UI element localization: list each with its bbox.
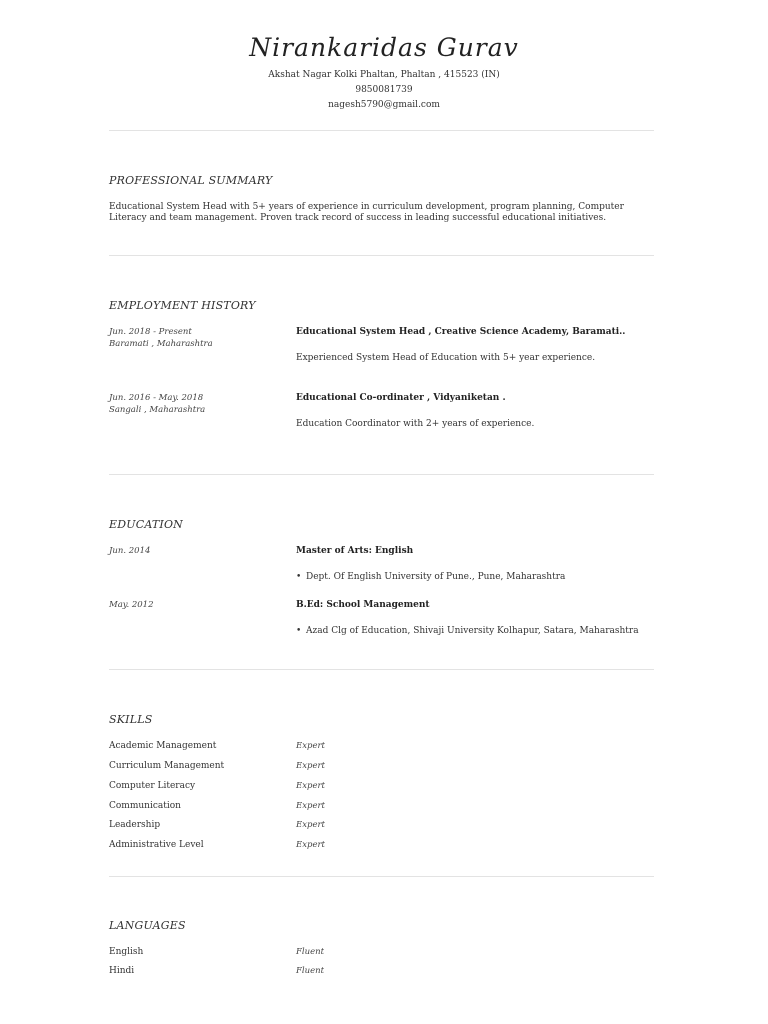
divider xyxy=(109,669,654,670)
skill-name: Leadership xyxy=(109,820,161,830)
skill-level: Expert xyxy=(296,840,325,850)
section-title-skills: SKILLS xyxy=(109,713,153,726)
divider xyxy=(109,474,654,475)
bullet-icon: • xyxy=(296,572,302,582)
skill-level: Expert xyxy=(296,801,325,811)
education-detail: Azad Clg of Education, Shivaji University Kolhapur, Satara, Maharashtra xyxy=(306,626,639,636)
section-title-employment: EMPLOYMENT HISTORY xyxy=(109,299,256,312)
education-entry xyxy=(296,599,656,637)
education-detail-line xyxy=(296,571,656,583)
candidate-name: Nirankaridas Gurav xyxy=(249,33,519,62)
language-name: Hindi xyxy=(109,966,135,976)
education-date: Jun. 2014 xyxy=(109,546,151,556)
employment-location: Sangali , Maharashtra xyxy=(109,405,206,415)
summary-text: Educational System Head with 5+ years of experience in curriculum development, program planning, Computer Literacy and team management. Proven track record of success in leading successful educational initiatives. xyxy=(109,202,624,223)
skill-name: Computer Literacy xyxy=(109,781,196,791)
skill-level: Expert xyxy=(296,820,325,830)
education-date: May. 2012 xyxy=(109,600,154,610)
skill-level: Expert xyxy=(296,761,325,771)
employment-role: Educational System Head , Creative Science Academy, Baramati.. xyxy=(296,327,626,337)
education-entry xyxy=(296,545,656,583)
employment-entry xyxy=(296,326,656,364)
employment-location: Baramati , Maharashtra xyxy=(109,339,213,349)
education-degree: Master of Arts: English xyxy=(296,546,414,556)
employment-role: Educational Co-ordinater , Vidyaniketan . xyxy=(296,393,506,403)
contact-address: Akshat Nagar Kolki Phaltan, Phaltan , 415523 (IN) xyxy=(268,70,500,80)
employment-dates: Jun. 2018 - Present xyxy=(109,327,192,337)
employment-dates: Jun. 2016 - May. 2018 xyxy=(109,393,204,403)
language-level: Fluent xyxy=(296,966,325,976)
skill-level: Expert xyxy=(296,781,325,791)
employment-meta xyxy=(109,392,205,416)
contact-email[interactable]: nagesh5790@gmail.com xyxy=(328,100,440,110)
section-title-languages: LANGUAGES xyxy=(109,919,186,932)
contact-phone: 9850081739 xyxy=(355,85,413,95)
skill-name: Academic Management xyxy=(109,741,217,751)
education-detail-line xyxy=(296,625,656,637)
divider xyxy=(109,255,654,256)
skill-name: Communication xyxy=(109,801,181,811)
employment-entry xyxy=(296,392,656,430)
education-detail: Dept. Of English University of Pune., Pune, Maharashtra xyxy=(306,572,566,582)
employment-meta xyxy=(109,326,213,350)
employment-description: Education Coordinator with 2+ years of experience. xyxy=(296,419,535,429)
bullet-icon: • xyxy=(296,626,302,636)
section-title-education: EDUCATION xyxy=(109,518,184,531)
section-title-summary: PROFESSIONAL SUMMARY xyxy=(109,174,273,187)
skill-level: Expert xyxy=(296,741,325,751)
skill-name: Curriculum Management xyxy=(109,761,225,771)
language-level: Fluent xyxy=(296,947,325,957)
skill-name: Administrative Level xyxy=(109,840,204,850)
education-degree: B.Ed: School Management xyxy=(296,600,430,610)
employment-description: Experienced System Head of Education with 5+ year experience. xyxy=(296,353,596,363)
resume-header xyxy=(0,32,768,113)
language-name: English xyxy=(109,947,144,957)
divider xyxy=(109,130,654,131)
divider xyxy=(109,876,654,877)
